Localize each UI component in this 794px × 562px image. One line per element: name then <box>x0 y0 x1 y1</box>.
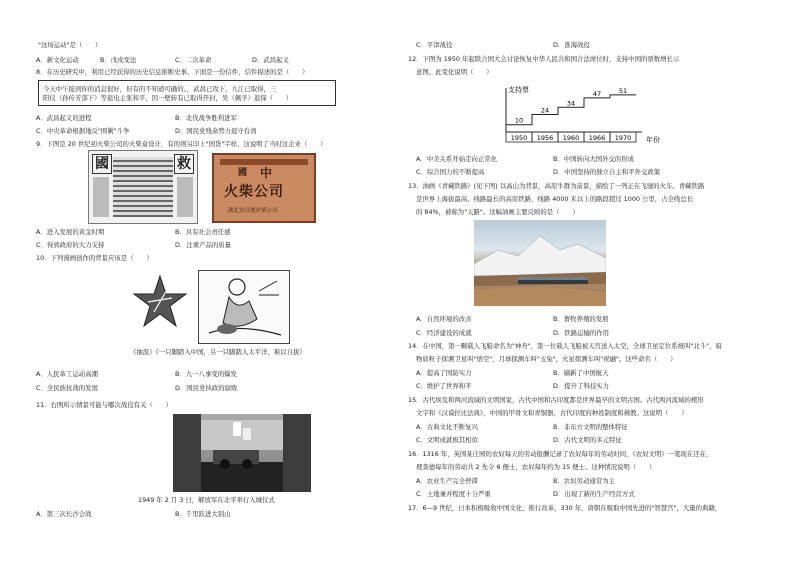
q8-quote-line1: 今天中午接到你的消息很好，但有的不知道可确的。，武昌已攻下，九江已取得，三 <box>43 85 277 93</box>
chart-value-label: 51 <box>618 86 628 95</box>
q7-option-a: A．新文化运动 <box>36 56 79 64</box>
q15-option-d: D．古代文明的多元特征 <box>553 436 622 444</box>
q8-option-b: B．北伐战争胜利进军 <box>175 114 237 122</box>
q8-option-d: D．国民党残余势力退守台湾 <box>175 127 257 135</box>
q16-stem-line1: 16．1316 年，英国某庄园的农奴每天的劳动报酬记录了农奴每年的劳动时间，《农奴文明》一笔现在还在， <box>408 450 713 458</box>
q9-matchbox-image-1 <box>88 150 198 224</box>
q7-stem: "这场运动"是（ ） <box>38 41 102 49</box>
q11-stem: 11．右图所示情景可能与哪次战役有关（ ） <box>36 401 172 409</box>
q9-char-guo2: 國 <box>238 168 248 178</box>
q17-stem: 17．6—9 世纪，日本积极吸收中国文化，推行改革，330 年，唐朝在吸取中国先进的"智慧宫"，大量的典籍， <box>408 504 722 512</box>
q9-box-side-right <box>177 177 193 217</box>
q9-box-pattern <box>113 157 173 217</box>
q9-char-guo: 國 <box>92 154 112 174</box>
q10-option-a: A．人民革工运动高潮 <box>36 370 98 378</box>
q10-option-c: C．全民族抗战的发展 <box>36 384 98 392</box>
q14-stem-line2: 物质粒子探测卫星叫"悟空"，月球探测车叫"玉兔"，火星探测车叫"祝融"。这些命名（ ） <box>416 355 677 363</box>
q9-stem: 9．下图是 20 世纪初火柴公司的火柴盒设计，有的则另印上"国货"字样，这说明了当时这企业（ ） <box>36 140 327 148</box>
q13-option-b: B．畜牧养殖的发展 <box>553 315 609 323</box>
q11-option-d: D．淮海战役 <box>553 41 590 49</box>
q10-cartoon-2 <box>198 270 290 344</box>
q8-option-c: C．中央革命根据地反"围剿"斗争 <box>36 127 130 135</box>
chart-ylabel: 支持票 <box>508 86 529 94</box>
q15-option-a: A．古典文化不断复兴 <box>416 423 478 431</box>
q9-company-name: 火柴公司 <box>224 184 284 200</box>
q10-cartoon-1 <box>130 272 190 332</box>
q13-stem-line2: 是世界上海拔最高、线路最长的高原铁路，线路 4000 米以上的路段超过 1000 公里，占全线总长 <box>416 195 694 203</box>
q12-option-c: C．综合国力的不断提高 <box>416 168 485 176</box>
q10-stem: 10．下列漫画创作的背景应该是（ ） <box>36 254 153 262</box>
q9-char-jiu: 救 <box>174 154 194 174</box>
q9-char-zhong: 中 <box>260 166 273 180</box>
vote-chart <box>486 80 676 152</box>
q9-option-a: A．进入发展的黄金时期 <box>36 228 105 236</box>
chart-category-label: 1966 <box>588 134 606 142</box>
q12-option-a: A．中美关系开始走向正常化 <box>416 155 498 163</box>
q13-stem-line1: 13．油画《青藏铁路》(见下图) 以高山为背景，高原牛群为前景，描绘了一列正在飞驰的火车。青藏铁路 <box>408 182 705 190</box>
q9-option-d: D．注重产品的质量 <box>175 241 232 249</box>
q8-quote-line2: 阳仪（孙传芳部下）等退电主张和平，因一壁转有已取得开封，吴（佩孚）退保（ ） <box>43 94 293 102</box>
q7-option-c: C．二次革命 <box>175 56 212 64</box>
parade-photo-icon <box>173 414 311 492</box>
q16-option-b: B．农奴劳动通常为主 <box>553 477 615 485</box>
q12-stem-line2: 意图。此变化说明（ ） <box>416 68 493 76</box>
q11-caption: 1949 年 2 月 3 日，解放军在北平举行入城仪式 <box>138 496 275 504</box>
q15-stem-line2: 文字和《汉谟拉比法典》，中国的甲骨文和青铜器，古代印度的种姓制度和佛教。这说明（ ） <box>416 409 688 417</box>
q7-option-d: D．武昌起义 <box>252 56 289 64</box>
q11-option-a: A．第三次长沙会战 <box>36 510 92 518</box>
chart-category-label: 1950 <box>510 134 528 142</box>
q9-box-side-left <box>93 177 109 217</box>
chart-value-label: 10 <box>514 116 524 125</box>
q13-painting <box>474 220 606 306</box>
q12-option-d: D．中国坚持的独立自主和平外交政策 <box>553 168 661 176</box>
q7-option-b: B．戊戌变法 <box>100 56 137 64</box>
q13-option-d: D．铁路运输的作用 <box>553 329 610 337</box>
q13-option-a: A．自然环境的改善 <box>416 315 472 323</box>
chart-category-label: 1970 <box>614 134 632 142</box>
q14-option-c: C．维护了世界和平 <box>416 382 472 390</box>
q14-stem-line1: 14．在中国，第一颗载人飞船命名为"神舟"，第一位载人飞船被天宫送入太空，全球卫星定位系统叫"北斗"，暗 <box>408 342 722 350</box>
chart-value-label: 47 <box>592 89 602 98</box>
q9-option-b: B．具有社会责任感 <box>175 228 231 236</box>
q8-stem: 8．在历史研究中，利用已经获得的历史信息推断史事。下面是一份信件，信件描述的是（ ） <box>36 68 309 76</box>
q15-stem-line1: 15．古代埃及和两河流域的文明国家，古代中国和古印度都是世界最早的文明古国。古代两河流域的楔形 <box>408 396 704 404</box>
q13-stem-line3: 的 84%，被称为"天路"。这幅油画主要反映的是（ ） <box>416 208 579 216</box>
q9-company-sub: 湖北宜昌地火柴公司 <box>228 208 278 214</box>
cartoon-star-icon <box>130 272 190 332</box>
q14-option-b: B．刷新了中国航天 <box>553 369 609 377</box>
q15-option-b: B．非东方文明的整体特征 <box>553 423 628 431</box>
q11-option-c: C．平津战役 <box>416 41 453 49</box>
q12-option-b: B．中国转向大国外交的形成 <box>553 155 635 163</box>
q14-option-a: A．提高了国防实力 <box>416 369 472 377</box>
chart-category-label: 1956 <box>536 134 554 142</box>
q12-stem-line1: 12．下图为 1950 年起联合国大会讨论恢复中华人民共和国合法席位时，支持中国的票数增长示 <box>408 55 680 63</box>
q10-caption: 《抽汲》《一只脚踏入中国，另一只脚踏入太平洋，难以自拔》 <box>130 348 306 356</box>
q11-option-b: B．千里跃进大别山 <box>175 510 231 518</box>
q9-option-c: C．得到政府的大力支持 <box>36 241 105 249</box>
chart-value-label: 34 <box>566 99 576 108</box>
q10-option-d: D．国民党执政的腐败 <box>175 384 238 392</box>
q15-option-c: C．文明成就极其相似 <box>416 436 478 444</box>
q16-stem-line2: 理查德每年的劳动共 2 先令 6 便士，农奴每年约为 15 便士。这种情况说明（ ） <box>416 463 656 471</box>
q9-label-band-top <box>220 159 308 165</box>
qinghai-railway-painting-icon <box>474 220 606 306</box>
q11-photo <box>173 414 311 492</box>
q16-option-a: A．农业生产完全停滞 <box>416 477 478 485</box>
cartoon-figure-icon <box>199 271 289 343</box>
q8-quote-box <box>38 80 336 106</box>
chart-xlabel: 年份 <box>646 136 660 144</box>
chart-category-label: 1960 <box>562 134 580 142</box>
chart-value-label: 24 <box>540 106 550 115</box>
q14-option-d: D．提升了科技实力 <box>553 382 610 390</box>
q9-matchbox-image-2 <box>212 153 316 223</box>
q16-option-c: C．土地兼并程度十分严重 <box>416 490 491 498</box>
q13-option-c: C．经济建设的成就 <box>416 329 472 337</box>
q10-option-b: B．九一八事变的爆发 <box>175 370 237 378</box>
q16-option-d: D．出现了新的生产经营方式 <box>553 490 635 498</box>
q8-option-a: A．武昌起义的进程 <box>36 114 92 122</box>
